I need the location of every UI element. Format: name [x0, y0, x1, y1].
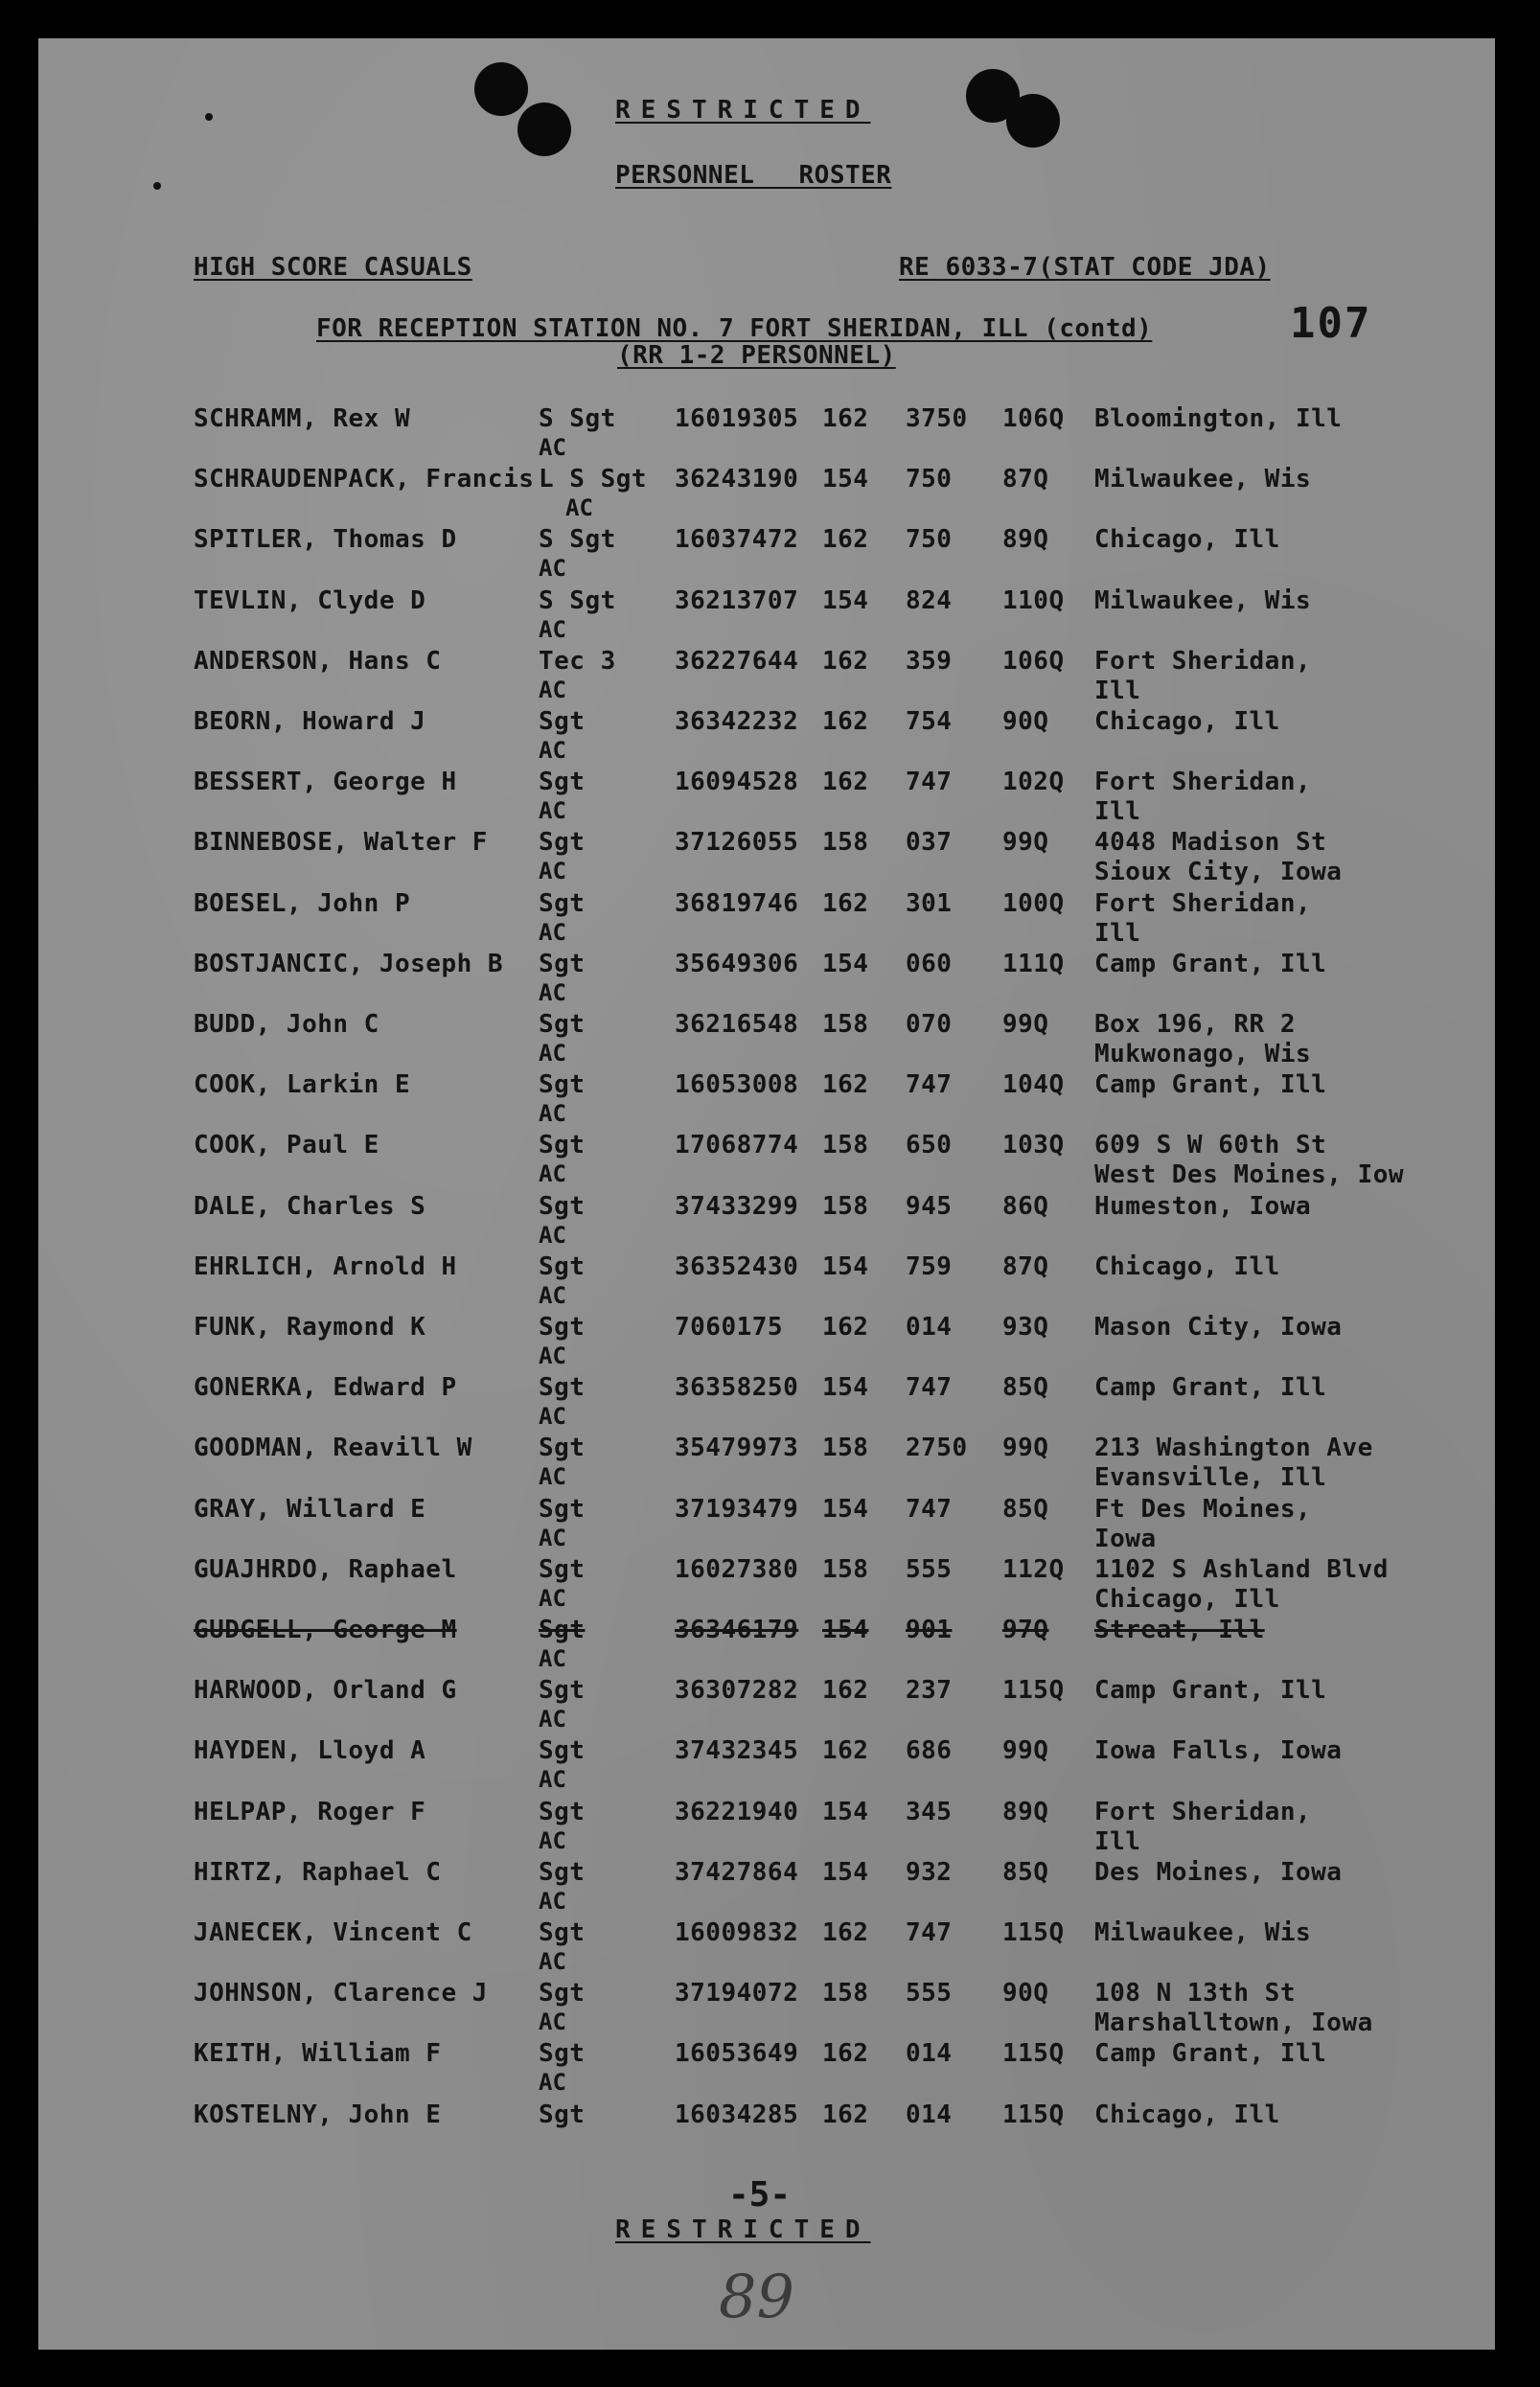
roster-address: Milwaukee, Wis	[1094, 586, 1312, 615]
roster-score: 103Q	[1002, 1131, 1065, 1159]
roster-serial: 36352430	[675, 1252, 799, 1281]
roster-score: 111Q	[1002, 950, 1065, 978]
roster-serial: 35649306	[675, 950, 799, 978]
roster-mos: 162	[822, 2100, 869, 2129]
roster-mos: 154	[822, 1373, 869, 1402]
roster-address: Mukwonago, Wis	[1094, 1040, 1312, 1068]
roster-name: COOK, Paul E	[194, 1131, 379, 1159]
roster-code: 901	[906, 1616, 953, 1644]
roster-mos: 162	[822, 1313, 869, 1342]
roster-mos: 158	[822, 1131, 869, 1159]
roster-branch-ac: AC	[539, 919, 566, 946]
roster-address: Box 196, RR 2	[1094, 1010, 1296, 1039]
roster-rank: Sgt	[539, 1252, 586, 1281]
roster-serial: 36227644	[675, 647, 799, 676]
roster-mos: 158	[822, 1979, 869, 2008]
punch-hole	[1006, 94, 1060, 148]
roster-serial: 17068774	[675, 1131, 799, 1159]
roster-code: 014	[906, 1313, 953, 1342]
roster-branch-ac: AC	[539, 1948, 566, 1975]
roster-code: 754	[906, 707, 953, 736]
roster-mos: 162	[822, 768, 869, 796]
roster-address: Camp Grant, Ill	[1094, 950, 1327, 978]
roster-address: Marshalltown, Iowa	[1094, 2008, 1373, 2037]
roster-serial: 37194072	[675, 1979, 799, 2008]
roster-name: GONERKA, Edward P	[194, 1373, 457, 1402]
roster-name: FUNK, Raymond K	[194, 1313, 426, 1342]
roster-code: 747	[906, 1373, 953, 1402]
roster-code: 3750	[906, 404, 968, 433]
roster-address: Iowa Falls, Iowa	[1094, 1736, 1343, 1765]
roster-code: 747	[906, 1918, 953, 1947]
roster-mos: 154	[822, 1616, 869, 1644]
roster-address: 108 N 13th St	[1094, 1979, 1296, 2008]
roster-code: 759	[906, 1252, 953, 1281]
roster-branch-ac: AC	[565, 494, 593, 521]
roster-address: Streat, Ill	[1094, 1616, 1265, 1644]
roster-score: 99Q	[1002, 1010, 1049, 1039]
roster-mos: 162	[822, 525, 869, 554]
roster-address: Milwaukee, Wis	[1094, 1918, 1312, 1947]
roster-serial: 36342232	[675, 707, 799, 736]
roster-name: DALE, Charles S	[194, 1192, 426, 1221]
roster-address: Mason City, Iowa	[1094, 1313, 1343, 1342]
roster-mos: 162	[822, 1070, 869, 1099]
roster-address: Ill	[1094, 919, 1141, 948]
roster-score: 112Q	[1002, 1555, 1065, 1584]
roster-score: 99Q	[1002, 1736, 1049, 1765]
roster-branch-ac: AC	[539, 1403, 566, 1430]
roster-code: 237	[906, 1676, 953, 1705]
roster-code: 014	[906, 2039, 953, 2068]
roster-address: Evansville, Ill	[1094, 1463, 1327, 1492]
roster-name: BOESEL, John P	[194, 889, 411, 918]
roster-address: Chicago, Ill	[1094, 525, 1280, 554]
roster-rank: Sgt	[539, 2100, 586, 2129]
roster-rank: Sgt	[539, 768, 586, 796]
roster-score: 85Q	[1002, 1858, 1049, 1887]
roster-branch-ac: AC	[539, 1706, 566, 1733]
roster-address: Chicago, Ill	[1094, 1585, 1280, 1614]
roster-serial: 36358250	[675, 1373, 799, 1402]
roster-code: 070	[906, 1010, 953, 1039]
roster-rank: S Sgt	[539, 525, 616, 554]
roster-score: 86Q	[1002, 1192, 1049, 1221]
roster-serial: 36243190	[675, 465, 799, 493]
roster-rank: Sgt	[539, 1736, 586, 1765]
roster-name: SCHRAMM, Rex W	[194, 404, 411, 433]
roster-mos: 154	[822, 1252, 869, 1281]
roster-branch-ac: AC	[539, 797, 566, 824]
roster-name: GUAJHRDO, Raphael	[194, 1555, 457, 1584]
roster-rank: Sgt	[539, 1676, 586, 1705]
roster-code: 932	[906, 1858, 953, 1887]
ink-speck	[205, 113, 213, 121]
roster-serial: 16053649	[675, 2039, 799, 2068]
roster-branch-ac: AC	[539, 858, 566, 884]
roster-serial: 36221940	[675, 1798, 799, 1826]
roster-code: 686	[906, 1736, 953, 1765]
roster-branch-ac: AC	[539, 555, 566, 582]
roster-address: Ft Des Moines,	[1094, 1495, 1312, 1524]
roster-score: 87Q	[1002, 465, 1049, 493]
roster-serial: 16019305	[675, 404, 799, 433]
roster-score: 85Q	[1002, 1495, 1049, 1524]
roster-address: Camp Grant, Ill	[1094, 2039, 1327, 2068]
document-title: PERSONNEL ROSTER	[615, 161, 892, 190]
roster-code: 2750	[906, 1434, 968, 1462]
roster-branch-ac: AC	[539, 1040, 566, 1067]
footer-page-mark: -5-	[728, 2175, 792, 2215]
roster-serial: 16027380	[675, 1555, 799, 1584]
roster-address: 609 S W 60th St	[1094, 1131, 1327, 1159]
roster-code: 747	[906, 768, 953, 796]
roster-serial: 16053008	[675, 1070, 799, 1099]
roster-address: Fort Sheridan,	[1094, 647, 1312, 676]
roster-rank: S Sgt	[539, 586, 616, 615]
roster-score: 115Q	[1002, 1676, 1065, 1705]
roster-serial: 36346179	[675, 1616, 799, 1644]
roster-rank: Sgt	[539, 1918, 586, 1947]
roster-name: GOODMAN, Reavill W	[194, 1434, 472, 1462]
roster-mos: 158	[822, 1010, 869, 1039]
roster-rank: Sgt	[539, 1313, 586, 1342]
roster-code: 555	[906, 1979, 953, 2008]
roster-score: 104Q	[1002, 1070, 1065, 1099]
classification-header: RESTRICTED	[615, 96, 871, 125]
roster-name: HIRTZ, Raphael C	[194, 1858, 442, 1887]
roster-name: BINNEBOSE, Walter F	[194, 828, 488, 857]
roster-serial: 36307282	[675, 1676, 799, 1705]
roster-score: 115Q	[1002, 2100, 1065, 2129]
roster-mos: 158	[822, 1434, 869, 1462]
roster-score: 85Q	[1002, 1373, 1049, 1402]
roster-code: 014	[906, 2100, 953, 2129]
roster-code: 037	[906, 828, 953, 857]
roster-serial: 36213707	[675, 586, 799, 615]
roster-branch-ac: AC	[539, 1160, 566, 1187]
roster-rank: Sgt	[539, 889, 586, 918]
roster-branch-ac: AC	[539, 1766, 566, 1793]
page-number: 107	[1290, 299, 1372, 348]
roster-name: GRAY, Willard E	[194, 1495, 426, 1524]
roster-rank: Sgt	[539, 950, 586, 978]
roster-mos: 158	[822, 1192, 869, 1221]
roster-address: Humeston, Iowa	[1094, 1192, 1312, 1221]
roster-name: ANDERSON, Hans C	[194, 647, 442, 676]
roster-rank: Sgt	[539, 1131, 586, 1159]
roster-score: 90Q	[1002, 707, 1049, 736]
roster-name: BUDD, John C	[194, 1010, 379, 1039]
roster-rank: Sgt	[539, 1010, 586, 1039]
roster-code: 747	[906, 1070, 953, 1099]
roster-name: EHRLICH, Arnold H	[194, 1252, 457, 1281]
roster-score: 90Q	[1002, 1979, 1049, 2008]
personnel-line: (RR 1-2 PERSONNEL)	[617, 341, 896, 370]
roster-address: Iowa	[1094, 1525, 1157, 1553]
roster-mos: 158	[822, 828, 869, 857]
roster-score: 89Q	[1002, 525, 1049, 554]
ink-speck	[153, 182, 161, 190]
classification-footer: RESTRICTED	[615, 2215, 871, 2244]
roster-address: Bloomington, Ill	[1094, 404, 1343, 433]
roster-mos: 162	[822, 2039, 869, 2068]
roster-address: Milwaukee, Wis	[1094, 465, 1312, 493]
roster-rank: Sgt	[539, 1192, 586, 1221]
roster-branch-ac: AC	[539, 677, 566, 703]
roster-mos: 154	[822, 1858, 869, 1887]
roster-code: 747	[906, 1495, 953, 1524]
roster-name: BOSTJANCIC, Joseph B	[194, 950, 504, 978]
roster-score: 99Q	[1002, 1434, 1049, 1462]
roster-score: 100Q	[1002, 889, 1065, 918]
roster-branch-ac: AC	[539, 2008, 566, 2035]
roster-rank: Sgt	[539, 2039, 586, 2068]
roster-mos: 154	[822, 465, 869, 493]
roster-serial: 36216548	[675, 1010, 799, 1039]
roster-rank: Sgt	[539, 707, 586, 736]
roster-mos: 154	[822, 586, 869, 615]
roster-rank: Sgt	[539, 1979, 586, 2008]
roster-name: JOHNSON, Clarence J	[194, 1979, 488, 2008]
roster-mos: 154	[822, 1495, 869, 1524]
roster-score: 87Q	[1002, 1252, 1049, 1281]
roster-name: KOSTELNY, John E	[194, 2100, 442, 2129]
roster-code: 359	[906, 647, 953, 676]
roster-mos: 162	[822, 1736, 869, 1765]
roster-branch-ac: AC	[539, 1343, 566, 1369]
roster-rank: Sgt	[539, 1616, 586, 1644]
roster-branch-ac: AC	[539, 979, 566, 1006]
roster-address: Chicago, Ill	[1094, 1252, 1280, 1281]
roster-name: HELPAP, Roger F	[194, 1798, 426, 1826]
roster-rank: Sgt	[539, 828, 586, 857]
roster-name: BEORN, Howard J	[194, 707, 426, 736]
roster-address: Ill	[1094, 797, 1141, 826]
roster-branch-ac: AC	[539, 737, 566, 764]
roster-serial: 35479973	[675, 1434, 799, 1462]
roster-serial: 37427864	[675, 1858, 799, 1887]
roster-branch-ac: AC	[539, 434, 566, 461]
roster-mos: 162	[822, 707, 869, 736]
roster-score: 99Q	[1002, 828, 1049, 857]
roster-rank: Tec 3	[539, 647, 616, 676]
roster-rank: Sgt	[539, 1070, 586, 1099]
roster-branch-ac: AC	[539, 1222, 566, 1249]
roster-serial: 37193479	[675, 1495, 799, 1524]
roster-serial: 37432345	[675, 1736, 799, 1765]
roster-address: Fort Sheridan,	[1094, 1798, 1312, 1826]
roster-serial: 16037472	[675, 525, 799, 554]
roster-name: HAYDEN, Lloyd A	[194, 1736, 426, 1765]
roster-branch-ac: AC	[539, 1888, 566, 1915]
roster-code: 650	[906, 1131, 953, 1159]
document-page	[38, 38, 1495, 2350]
roster-score: 115Q	[1002, 1918, 1065, 1947]
roster-score: 110Q	[1002, 586, 1065, 615]
roster-address: 4048 Madison St	[1094, 828, 1327, 857]
roster-address: Ill	[1094, 677, 1141, 705]
roster-mos: 158	[822, 1555, 869, 1584]
roster-address: Fort Sheridan,	[1094, 768, 1312, 796]
roster-rank: L S Sgt	[539, 465, 648, 493]
roster-name: COOK, Larkin E	[194, 1070, 411, 1099]
roster-branch-ac: AC	[539, 1100, 566, 1127]
roster-score: 115Q	[1002, 2039, 1065, 2068]
roster-serial: 16034285	[675, 2100, 799, 2129]
roster-mos: 154	[822, 950, 869, 978]
roster-serial: 36819746	[675, 889, 799, 918]
roster-rank: Sgt	[539, 1434, 586, 1462]
roster-code: 750	[906, 525, 953, 554]
roster-rank: Sgt	[539, 1858, 586, 1887]
roster-address: Des Moines, Iowa	[1094, 1858, 1343, 1887]
punch-hole	[517, 103, 571, 156]
roster-serial: 16009832	[675, 1918, 799, 1947]
roster-address: Camp Grant, Ill	[1094, 1676, 1327, 1705]
roster-branch-ac: AC	[539, 616, 566, 643]
roster-serial: 37433299	[675, 1192, 799, 1221]
roster-rank: Sgt	[539, 1798, 586, 1826]
roster-score: 93Q	[1002, 1313, 1049, 1342]
roster-rank: S Sgt	[539, 404, 616, 433]
roster-rank: Sgt	[539, 1495, 586, 1524]
roster-branch-ac: AC	[539, 1827, 566, 1854]
roster-code: 945	[906, 1192, 953, 1221]
roster-name: HARWOOD, Orland G	[194, 1676, 457, 1705]
roster-branch-ac: AC	[539, 1525, 566, 1551]
roster-serial: 37126055	[675, 828, 799, 857]
roster-name: TEVLIN, Clyde D	[194, 586, 426, 615]
roster-name: SPITLER, Thomas D	[194, 525, 457, 554]
roster-name: JANECEK, Vincent C	[194, 1918, 472, 1947]
roster-code: 750	[906, 465, 953, 493]
roster-serial: 16094528	[675, 768, 799, 796]
group-label: HIGH SCORE CASUALS	[194, 253, 472, 282]
roster-mos: 162	[822, 404, 869, 433]
roster-serial: 7060175	[675, 1313, 784, 1342]
roster-rank: Sgt	[539, 1373, 586, 1402]
roster-name: GUDGELL, George M	[194, 1616, 457, 1644]
roster-code: 301	[906, 889, 953, 918]
roster-mos: 162	[822, 889, 869, 918]
roster-branch-ac: AC	[539, 1645, 566, 1672]
roster-mos: 162	[822, 647, 869, 676]
roster-name: BESSERT, George H	[194, 768, 457, 796]
roster-code: 345	[906, 1798, 953, 1826]
roster-branch-ac: AC	[539, 1585, 566, 1612]
roster-score: 106Q	[1002, 647, 1065, 676]
roster-score: 89Q	[1002, 1798, 1049, 1826]
roster-address: Ill	[1094, 1827, 1141, 1856]
stat-code: RE 6033-7(STAT CODE JDA)	[899, 253, 1271, 282]
roster-address: 213 Washington Ave	[1094, 1434, 1373, 1462]
roster-name: KEITH, William F	[194, 2039, 442, 2068]
station-line: FOR RECEPTION STATION NO. 7 FORT SHERIDAN, ILL (contd)	[316, 314, 1153, 343]
roster-score: 97Q	[1002, 1616, 1049, 1644]
roster-branch-ac: AC	[539, 2069, 566, 2096]
roster-address: Camp Grant, Ill	[1094, 1070, 1327, 1099]
roster-address: West Des Moines, Iow	[1094, 1160, 1405, 1189]
roster-code: 060	[906, 950, 953, 978]
roster-address: Sioux City, Iowa	[1094, 858, 1343, 886]
handwritten-folio: 89	[719, 2261, 794, 2331]
roster-rank: Sgt	[539, 1555, 586, 1584]
roster-mos: 162	[822, 1918, 869, 1947]
roster-branch-ac: AC	[539, 1282, 566, 1309]
roster-score: 102Q	[1002, 768, 1065, 796]
roster-mos: 154	[822, 1798, 869, 1826]
roster-name: SCHRAUDENPACK, Francis	[194, 465, 535, 493]
punch-hole	[474, 62, 528, 116]
roster-score: 106Q	[1002, 404, 1065, 433]
roster-code: 824	[906, 586, 953, 615]
roster-address: 1102 S Ashland Blvd	[1094, 1555, 1389, 1584]
roster-mos: 162	[822, 1676, 869, 1705]
roster-address: Chicago, Ill	[1094, 2100, 1280, 2129]
roster-address: Chicago, Ill	[1094, 707, 1280, 736]
roster-branch-ac: AC	[539, 1463, 566, 1490]
roster-address: Fort Sheridan,	[1094, 889, 1312, 918]
roster-address: Camp Grant, Ill	[1094, 1373, 1327, 1402]
roster-code: 555	[906, 1555, 953, 1584]
